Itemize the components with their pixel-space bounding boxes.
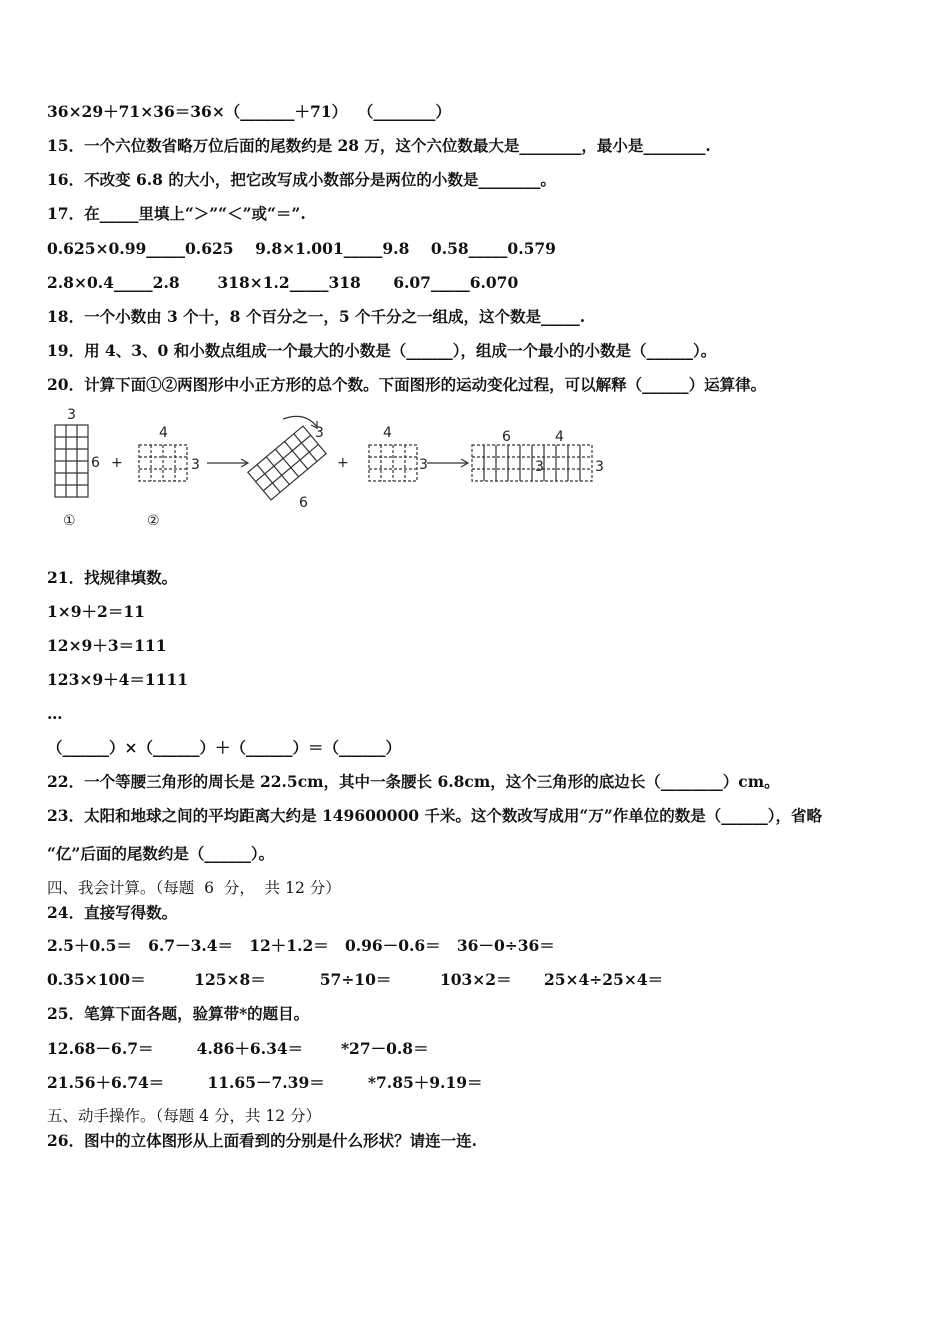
- question-17-row-1: 0.625×0.99_____0.625 9.8×1.001_____9.8 0.58_____0.579: [47, 239, 556, 258]
- question-25: 25．笔算下面各题，验算带*的题目。: [47, 1004, 310, 1023]
- question-22: 22．一个等腰三角形的周长是 22.5cm，其中一条腰长 6.8cm，这个三角形的底边长（________）cm。: [47, 772, 780, 791]
- section-4-heading: 四、我会计算。（每题 6 分， 共 12 分）: [47, 879, 341, 897]
- question-24-row-1: 2.5＋0.5＝ 6.7－3.4＝ 12＋1.2＝ 0.96－0.6＝ 36－0÷36＝: [47, 936, 555, 955]
- question-17-row-2: 2.8×0.4_____2.8 318×1.2_____318 6.07_____6.070: [47, 273, 519, 292]
- grid-1-label: ①: [63, 513, 76, 529]
- question-21: 21．找规律填数。: [47, 568, 178, 587]
- result-side: 3: [595, 459, 604, 475]
- grid-4-side: 3: [419, 457, 428, 473]
- question-23: 23．太阳和地球之间的平均距离大约是 149600000 千米。这个数改写成用“万”作单位的数是（______），省略: [47, 806, 823, 825]
- question-24: 24．直接写得数。: [47, 903, 178, 922]
- question-21-row-3: 123×9＋4＝1111: [47, 670, 189, 689]
- question-26: 26．图中的立体图形从上面看到的分别是什么形状？请连一连.: [47, 1131, 477, 1150]
- question-23-cont: “亿”后面的尾数约是（______）。: [47, 844, 275, 863]
- section-5-heading: 五、动手操作。（每题 4 分，共 12 分）: [47, 1107, 322, 1125]
- question-18: 18．一个小数由 3 个十，8 个百分之一，5 个千分之一组成，这个数是_____.: [47, 307, 586, 326]
- plus-1: +: [111, 455, 123, 471]
- question-21-row-2: 12×9＋3＝111: [47, 636, 167, 655]
- grid-2-label: ②: [147, 513, 160, 529]
- question-17: 17．在_____里填上“＞”“＜”或“＝”.: [47, 204, 306, 223]
- grid-1-side: 6: [91, 455, 100, 471]
- grid-2-top: 4: [159, 425, 168, 441]
- rotated-top: 3: [315, 425, 324, 441]
- result-top-b: 4: [555, 429, 564, 445]
- question-24-row-2: 0.35×100＝ 125×8＝ 57÷10＝ 103×2＝ 25×4÷25×4＝: [47, 970, 664, 989]
- rotated-side: 6: [299, 495, 308, 511]
- question-25-row-1: 12.68－6.7＝ 4.86＋6.34＝ *27－0.8＝: [47, 1039, 429, 1058]
- grid-figure: [47, 405, 607, 535]
- grid-2-side: 3: [191, 457, 200, 473]
- question-20: 20．计算下面①②两图形中小正方形的总个数。下面图形的运动变化过程，可以解释（______）运算律。: [47, 375, 767, 394]
- plus-2: +: [337, 455, 349, 471]
- question-14-tail: 36×29＋71×36＝36×（_______＋71） （________）: [47, 102, 451, 121]
- question-15: 15．一个六位数省略万位后面的尾数约是 28 万，这个六位数最大是________，最小是________.: [47, 136, 711, 155]
- question-21-ellipsis: …: [47, 704, 63, 723]
- result-top-a: 6: [502, 429, 511, 445]
- grid-4-top: 4: [383, 425, 392, 441]
- question-25-row-2: 21.56＋6.74＝ 11.65－7.39＝ *7.85＋9.19＝: [47, 1073, 483, 1092]
- question-21-row-1: 1×9＋2＝11: [47, 602, 145, 621]
- question-19: 19．用 4、3、0 和小数点组成一个最大的小数是（______），组成一个最小的小数是（______）。: [47, 341, 717, 360]
- question-16: 16．不改变 6.8 的大小，把它改写成小数部分是两位的小数是________。: [47, 170, 556, 189]
- question-21-answer: （______）×（______）＋（______）＝（______）: [47, 738, 401, 757]
- result-mid: 3: [535, 459, 544, 475]
- grid-1-top: 3: [67, 407, 76, 423]
